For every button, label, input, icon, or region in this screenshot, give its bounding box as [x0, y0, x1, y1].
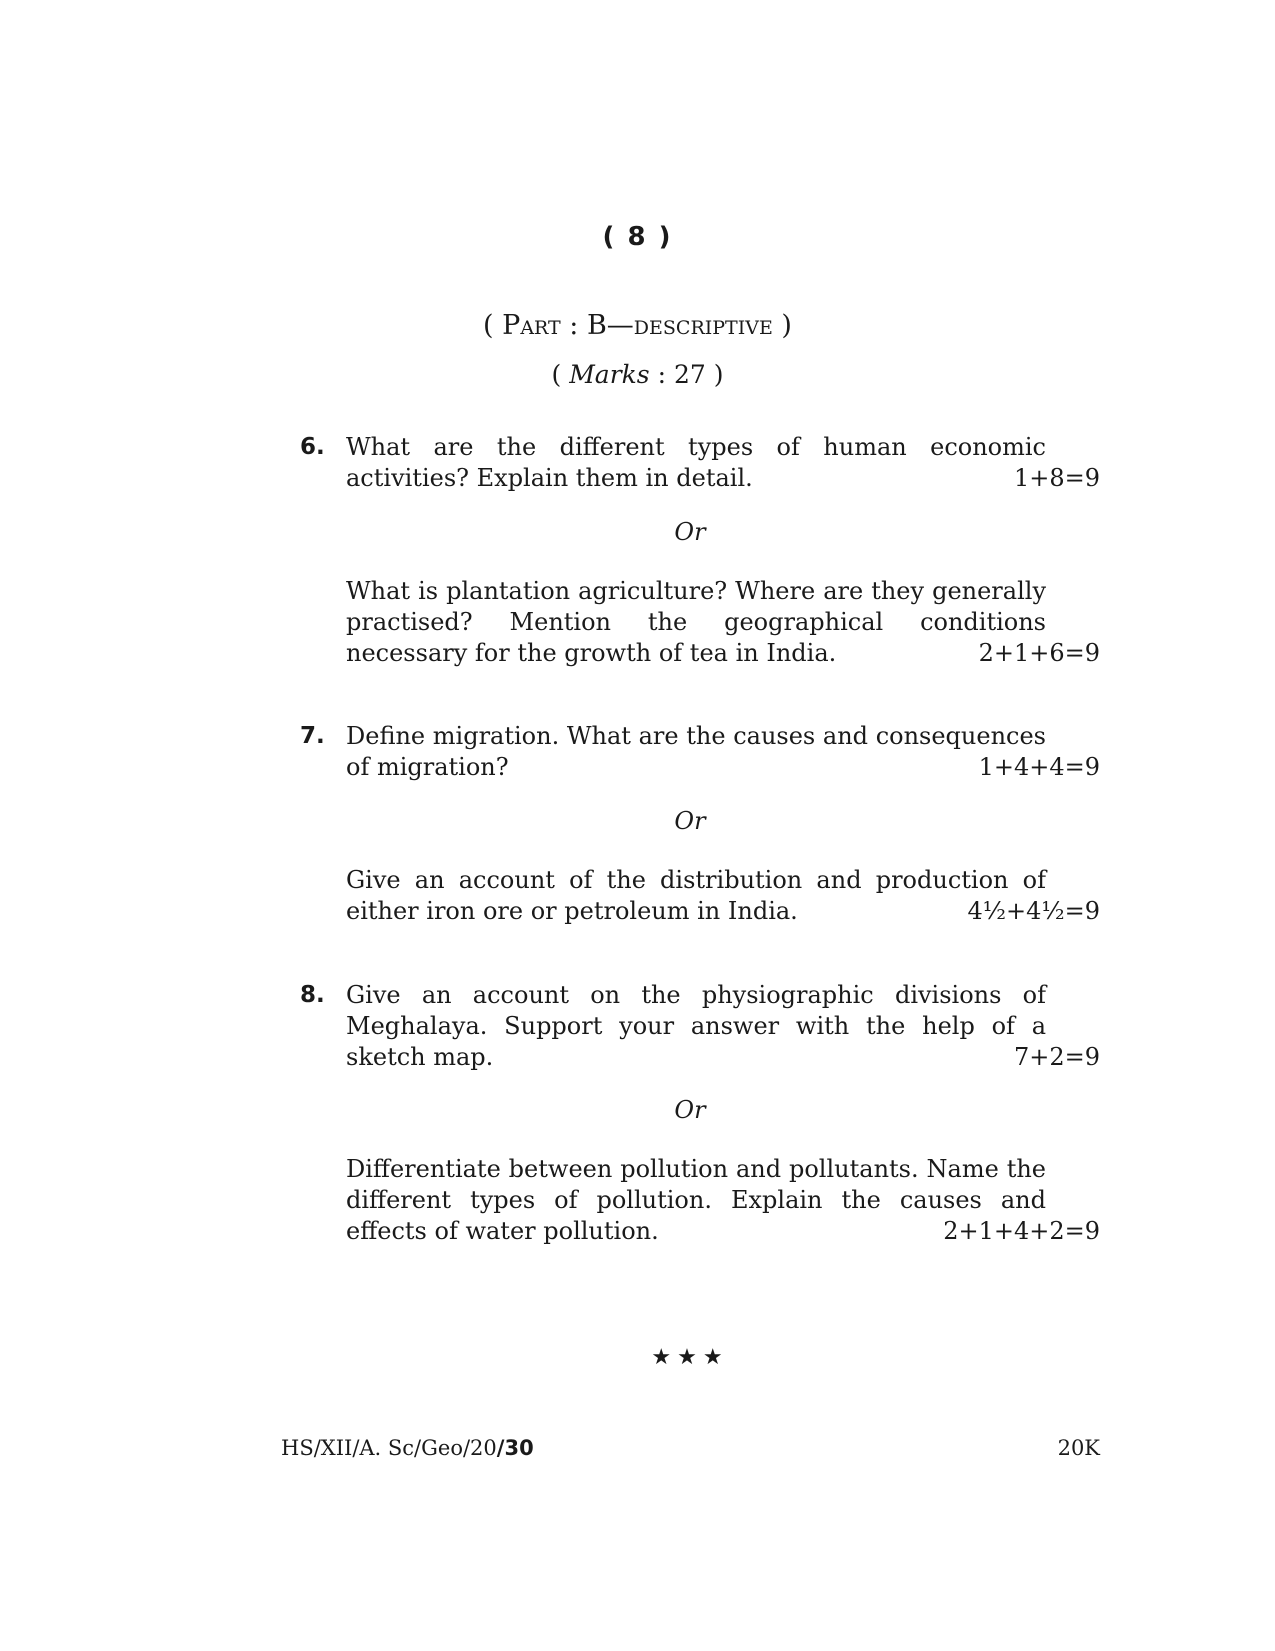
- text-line: necessary for the growth of tea in India.: [346, 639, 837, 667]
- or-separator: Or: [674, 518, 706, 546]
- question-text: [346, 1216, 1046, 1247]
- question-text: [346, 1011, 1046, 1042]
- page-number: ( 8 ): [602, 222, 673, 252]
- marks-open: (: [551, 360, 570, 389]
- marks-label: Marks: [569, 360, 650, 389]
- text-line: Meghalaya. Support your answer with the help of a: [346, 1012, 1046, 1040]
- paper-code: [281, 1436, 534, 1460]
- question-marks: 1+8=9: [1013, 464, 1100, 492]
- question-text: [346, 576, 1046, 607]
- question-number: 6.: [300, 434, 325, 460]
- question-text: [346, 721, 1046, 752]
- question-marks: 1+4+4=9: [978, 753, 1100, 781]
- end-of-paper-stars: ★★★: [651, 1345, 729, 1370]
- text-line: Define migration. What are the causes and consequences: [346, 722, 1046, 750]
- question-text: [346, 607, 1046, 638]
- question-text: [346, 980, 1046, 1011]
- or-separator: Or: [674, 807, 706, 835]
- text-line: sketch map.: [346, 1043, 494, 1071]
- question-text: [346, 432, 1046, 463]
- text-line: What are the different types of human economic: [346, 433, 1046, 461]
- marks-sep: :: [649, 360, 674, 389]
- question-marks: 2+1+6=9: [978, 639, 1100, 667]
- total-marks: [0, 360, 1275, 389]
- paper-code-page: /30: [496, 1436, 534, 1460]
- question-marks: 7+2=9: [1013, 1043, 1100, 1071]
- part-title-close: ): [772, 310, 792, 341]
- text-line: different types of pollution. Explain the causes and: [346, 1186, 1046, 1214]
- question-number: 8.: [300, 982, 325, 1008]
- question-text: [346, 463, 1046, 494]
- question-text: [346, 752, 1046, 783]
- text-line: Give an account on the physiographic divisions of: [346, 981, 1046, 1009]
- marks-close: ): [705, 360, 724, 389]
- question-text: [346, 865, 1046, 896]
- paper-code-prefix: HS/XII/A. Sc/Geo/20: [281, 1436, 497, 1460]
- part-title: [0, 310, 1275, 341]
- question-text: [346, 638, 1046, 669]
- text-line: effects of water pollution.: [346, 1217, 659, 1245]
- question-text: [346, 1042, 1046, 1073]
- question-text: [346, 1154, 1046, 1185]
- question-marks: 2+1+4+2=9: [943, 1217, 1100, 1245]
- text-line: either iron ore or petroleum in India.: [346, 897, 798, 925]
- text-line: practised? Mention the geographical conditions: [346, 608, 1046, 636]
- text-line: Give an account of the distribution and production of: [346, 866, 1046, 894]
- print-quantity: 20K: [1057, 1436, 1100, 1460]
- part-title-label: Part : B—descriptive: [502, 310, 773, 341]
- question-text: [346, 1185, 1046, 1216]
- question-marks: 4½+4½=9: [967, 897, 1100, 925]
- text-line: What is plantation agriculture? Where are they generally: [346, 577, 1046, 605]
- text-line: Differentiate between pollution and pollutants. Name the: [346, 1155, 1046, 1183]
- part-title-open: (: [483, 310, 503, 341]
- question-text: [346, 896, 1046, 927]
- text-line: of migration?: [346, 753, 509, 781]
- text-line: activities? Explain them in detail.: [346, 464, 753, 492]
- question-number: 7.: [300, 723, 325, 749]
- or-separator: Or: [674, 1096, 706, 1124]
- marks-value: 27: [673, 360, 706, 389]
